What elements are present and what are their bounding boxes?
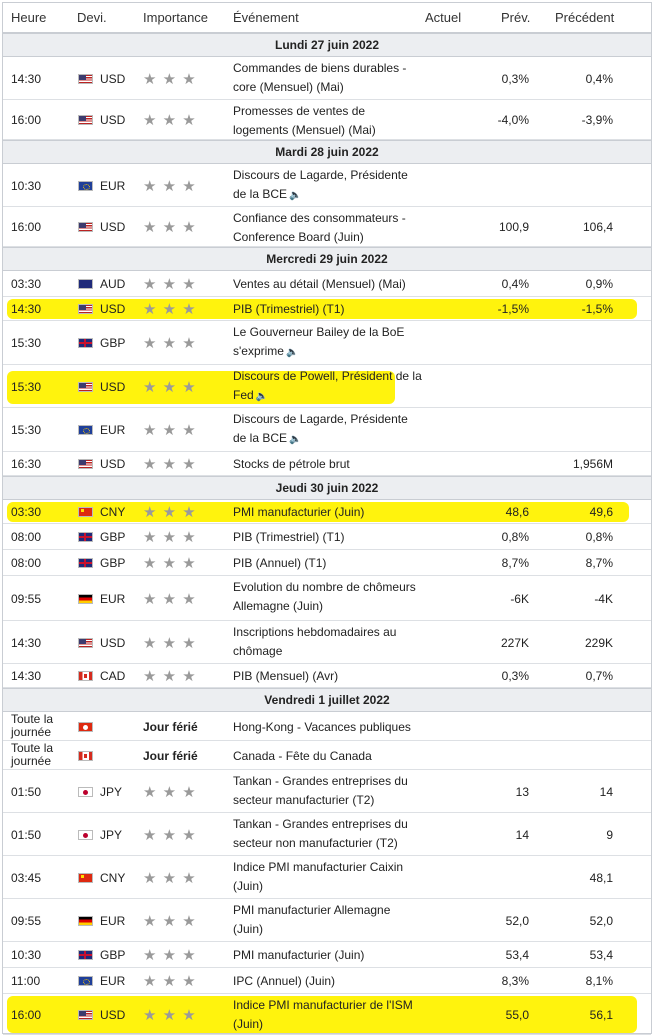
forecast-value: -4,0% bbox=[497, 113, 529, 127]
forecast-value: 8,7% bbox=[501, 556, 529, 570]
event-time: 16:00 bbox=[11, 1008, 42, 1022]
event-name[interactable] bbox=[233, 323, 423, 362]
col-precedent[interactable]: Précédent bbox=[555, 10, 615, 25]
table-row[interactable] bbox=[3, 321, 651, 365]
forecast-value: 227K bbox=[500, 636, 529, 650]
eu-flag-icon bbox=[78, 976, 93, 986]
gb-flag-icon bbox=[78, 558, 93, 568]
eu-flag-icon bbox=[78, 181, 93, 191]
event-name[interactable] bbox=[233, 718, 423, 737]
date-header-row: Mercredi 29 juin 2022 bbox=[3, 247, 651, 271]
event-name-text: Evolution du nombre de chômeurs Allemagne (Juin) bbox=[233, 580, 416, 613]
event-name[interactable] bbox=[233, 209, 423, 247]
event-time: 15:30 bbox=[11, 336, 42, 350]
holiday-label: Jour férié bbox=[143, 749, 198, 763]
currency-code: JPY bbox=[100, 785, 123, 799]
forecast-value: 13 bbox=[515, 785, 529, 799]
hk-flag-icon bbox=[78, 722, 93, 732]
gb-flag-icon bbox=[78, 338, 93, 348]
previous-value: 8,7% bbox=[585, 556, 613, 570]
event-name-text: PIB (Trimestriel) (T1) bbox=[233, 530, 345, 544]
forecast-value: 8,3% bbox=[501, 974, 529, 988]
currency-code: AUD bbox=[100, 277, 126, 291]
forecast-value: 14 bbox=[515, 828, 529, 842]
us-flag-icon bbox=[78, 382, 93, 392]
us-flag-icon bbox=[78, 115, 93, 125]
event-name[interactable] bbox=[233, 772, 423, 810]
previous-value: 56,1 bbox=[589, 1008, 613, 1022]
event-name-text: Hong-Kong - Vacances publiques bbox=[233, 720, 411, 734]
event-time: 01:50 bbox=[11, 828, 42, 842]
importance-stars-icon: ★ ★ ★ bbox=[143, 947, 197, 964]
event-name-text: Discours de Lagarde, Présidente de la BCE bbox=[233, 168, 408, 201]
table-row[interactable] bbox=[3, 664, 651, 688]
event-name-text: IPC (Annuel) (Juin) bbox=[233, 974, 336, 988]
importance-stars-icon: ★ ★ ★ bbox=[143, 529, 197, 546]
col-actuel[interactable]: Actuel bbox=[425, 10, 462, 25]
event-time: 16:00 bbox=[11, 220, 42, 234]
event-time: 03:30 bbox=[11, 277, 42, 291]
event-name-text: Commandes de biens durables - core (Mensuel) (Mai) bbox=[233, 61, 407, 94]
forecast-value: 0,3% bbox=[501, 72, 529, 86]
col-importance[interactable]: Importance bbox=[143, 10, 209, 25]
currency-code: EUR bbox=[100, 974, 126, 988]
currency-code: GBP bbox=[100, 336, 126, 350]
event-name[interactable] bbox=[233, 503, 423, 522]
event-time: 08:00 bbox=[11, 556, 42, 570]
table-row[interactable] bbox=[3, 500, 651, 524]
table-row[interactable] bbox=[3, 207, 651, 247]
col-evenement[interactable]: Événement bbox=[233, 10, 299, 25]
event-name-text: Inscriptions hebdomadaires au chômage bbox=[233, 625, 397, 658]
table-row[interactable] bbox=[3, 408, 651, 452]
col-devise[interactable]: Devi. bbox=[77, 10, 107, 25]
event-name-text: PIB (Mensuel) (Avr) bbox=[233, 669, 339, 683]
currency-code: USD bbox=[100, 302, 126, 316]
table-row[interactable] bbox=[3, 712, 651, 741]
currency-code: EUR bbox=[100, 914, 126, 928]
event-name[interactable] bbox=[233, 747, 423, 766]
importance-stars-icon: ★ ★ ★ bbox=[143, 827, 197, 844]
importance-stars-icon: ★ ★ ★ bbox=[143, 1007, 197, 1024]
previous-value: 8,1% bbox=[585, 974, 613, 988]
forecast-value: 53,4 bbox=[505, 948, 529, 962]
event-name[interactable] bbox=[233, 166, 423, 205]
currency-code: CAD bbox=[100, 669, 126, 683]
event-time: 14:30 bbox=[11, 302, 42, 316]
speaker-icon: 🔈 bbox=[289, 434, 302, 445]
table-row[interactable] bbox=[3, 942, 651, 968]
event-time: 01:50 bbox=[11, 785, 42, 799]
event-time: 16:00 bbox=[11, 113, 42, 127]
event-time: 14:30 bbox=[11, 636, 42, 650]
event-time: 15:30 bbox=[11, 380, 42, 394]
event-time: 03:45 bbox=[11, 871, 42, 885]
table-header bbox=[3, 3, 651, 33]
event-name[interactable] bbox=[233, 410, 423, 449]
col-prev[interactable]: Prév. bbox=[501, 10, 531, 25]
event-name[interactable] bbox=[233, 901, 423, 939]
de-flag-icon bbox=[78, 594, 93, 604]
event-name-text: PMI manufacturier (Juin) bbox=[233, 505, 365, 519]
event-name[interactable] bbox=[233, 300, 423, 319]
previous-value: 48,1 bbox=[589, 871, 613, 885]
importance-stars-icon: ★ ★ ★ bbox=[143, 913, 197, 930]
event-name[interactable] bbox=[233, 275, 423, 294]
event-name-text: Tankan - Grandes entreprises du secteur manufacturier (T2) bbox=[233, 774, 408, 807]
table-row[interactable] bbox=[3, 770, 651, 813]
jp-flag-icon bbox=[78, 787, 93, 797]
event-time: 14:30 bbox=[11, 669, 42, 683]
us-flag-icon bbox=[78, 1010, 93, 1020]
table-row[interactable] bbox=[3, 899, 651, 942]
previous-value: 53,4 bbox=[589, 948, 613, 962]
previous-value: 52,0 bbox=[589, 914, 613, 928]
importance-stars-icon: ★ ★ ★ bbox=[143, 668, 197, 685]
us-flag-icon bbox=[78, 304, 93, 314]
event-name[interactable] bbox=[233, 623, 423, 661]
economic-calendar bbox=[2, 2, 652, 1034]
currency-code: JPY bbox=[100, 828, 123, 842]
importance-stars-icon: ★ ★ ★ bbox=[143, 555, 197, 572]
forecast-value: 100,9 bbox=[498, 220, 529, 234]
event-name-text: PIB (Trimestriel) (T1) bbox=[233, 302, 345, 316]
eu-flag-icon bbox=[78, 425, 93, 435]
currency-code: EUR bbox=[100, 423, 126, 437]
table-row[interactable] bbox=[3, 550, 651, 576]
importance-stars-icon: ★ ★ ★ bbox=[143, 301, 197, 318]
event-name-text: PIB (Annuel) (T1) bbox=[233, 556, 327, 570]
event-name[interactable] bbox=[233, 59, 423, 97]
table-row[interactable] bbox=[3, 621, 651, 664]
event-name-text: Promesses de ventes de logements (Mensuel) (Mai) bbox=[233, 104, 376, 137]
forecast-value: -6K bbox=[510, 592, 529, 606]
ca-flag-icon bbox=[78, 751, 93, 761]
table-row[interactable] bbox=[3, 576, 651, 621]
previous-value: -1,5% bbox=[581, 302, 613, 316]
event-name-text: Ventes au détail (Mensuel) (Mai) bbox=[233, 277, 406, 291]
event-name[interactable] bbox=[233, 858, 423, 896]
importance-stars-icon: ★ ★ ★ bbox=[143, 71, 197, 88]
forecast-value: 48,6 bbox=[505, 505, 529, 519]
event-time: 09:55 bbox=[11, 914, 42, 928]
event-name-text: Le Gouverneur Bailey de la BoE s'exprime bbox=[233, 325, 405, 358]
importance-stars-icon: ★ ★ ★ bbox=[143, 591, 197, 608]
previous-value: 9 bbox=[606, 828, 613, 842]
importance-stars-icon: ★ ★ ★ bbox=[143, 456, 197, 473]
gb-flag-icon bbox=[78, 950, 93, 960]
date-header-row: Vendredi 1 juillet 2022 bbox=[3, 688, 651, 712]
event-time: 10:30 bbox=[11, 948, 42, 962]
importance-stars-icon: ★ ★ ★ bbox=[143, 112, 197, 129]
cn-flag-icon bbox=[78, 873, 93, 883]
event-name-text: Discours de Powell, Président de la Fed bbox=[233, 369, 422, 402]
currency-code: USD bbox=[100, 220, 126, 234]
table-row[interactable] bbox=[3, 741, 651, 770]
importance-stars-icon: ★ ★ ★ bbox=[143, 870, 197, 887]
forecast-value: 0,4% bbox=[501, 277, 529, 291]
event-time: 03:30 bbox=[11, 505, 42, 519]
forecast-value: 52,0 bbox=[505, 914, 529, 928]
currency-code: GBP bbox=[100, 948, 126, 962]
event-name[interactable] bbox=[233, 554, 423, 573]
forecast-value: 55,0 bbox=[505, 1008, 529, 1022]
importance-stars-icon: ★ ★ ★ bbox=[143, 379, 197, 396]
importance-stars-icon: ★ ★ ★ bbox=[143, 219, 197, 236]
importance-stars-icon: ★ ★ ★ bbox=[143, 276, 197, 293]
currency-code: GBP bbox=[100, 556, 126, 570]
currency-code: EUR bbox=[100, 592, 126, 606]
currency-code: USD bbox=[100, 113, 126, 127]
ca-flag-icon bbox=[78, 671, 93, 681]
jp-flag-icon bbox=[78, 830, 93, 840]
previous-value: -4K bbox=[594, 592, 613, 606]
previous-value: 0,4% bbox=[585, 72, 613, 86]
table-row[interactable] bbox=[3, 365, 651, 408]
table-row[interactable] bbox=[3, 297, 651, 321]
currency-code: GBP bbox=[100, 530, 126, 544]
event-time: 09:55 bbox=[11, 592, 42, 606]
currency-code: USD bbox=[100, 457, 126, 471]
event-name[interactable] bbox=[233, 815, 423, 853]
speaker-icon: 🔈 bbox=[289, 190, 302, 201]
importance-stars-icon: ★ ★ ★ bbox=[143, 422, 197, 439]
importance-stars-icon: ★ ★ ★ bbox=[143, 973, 197, 990]
date-header-row: Lundi 27 juin 2022 bbox=[3, 33, 651, 57]
cn-flag-icon bbox=[78, 507, 93, 517]
us-flag-icon bbox=[78, 74, 93, 84]
importance-stars-icon: ★ ★ ★ bbox=[143, 178, 197, 195]
previous-value: 106,4 bbox=[582, 220, 613, 234]
event-name-text: Discours de Lagarde, Présidente de la BCE bbox=[233, 412, 408, 445]
us-flag-icon bbox=[78, 638, 93, 648]
currency-code: USD bbox=[100, 636, 126, 650]
table-row[interactable] bbox=[3, 994, 651, 1035]
au-flag-icon bbox=[78, 279, 93, 289]
table-row[interactable] bbox=[3, 164, 651, 207]
event-name-text: Indice PMI manufacturier de l'ISM (Juin) bbox=[233, 998, 413, 1031]
speaker-icon: 🔈 bbox=[285, 347, 299, 358]
table-row[interactable] bbox=[3, 452, 651, 476]
currency-code: CNY bbox=[100, 871, 126, 885]
event-name[interactable] bbox=[233, 367, 423, 406]
table-row[interactable] bbox=[3, 968, 651, 994]
currency-code: EUR bbox=[100, 179, 126, 193]
previous-value: 1,956M bbox=[572, 457, 613, 471]
event-name[interactable] bbox=[233, 578, 423, 616]
previous-value: 0,7% bbox=[585, 669, 613, 683]
currency-code: USD bbox=[100, 1008, 126, 1022]
importance-stars-icon: ★ ★ ★ bbox=[143, 784, 197, 801]
table-row[interactable] bbox=[3, 57, 651, 100]
event-time: 14:30 bbox=[11, 72, 42, 86]
date-header-row: Mardi 28 juin 2022 bbox=[3, 140, 651, 164]
previous-value: 49,6 bbox=[589, 505, 613, 519]
currency-code: USD bbox=[100, 72, 126, 86]
date-header-row: Jeudi 30 juin 2022 bbox=[3, 476, 651, 500]
event-name[interactable] bbox=[233, 972, 423, 991]
previous-value: 229K bbox=[584, 636, 613, 650]
speaker-icon: 🔈 bbox=[255, 391, 269, 402]
event-name[interactable] bbox=[233, 667, 423, 686]
table-row[interactable] bbox=[3, 813, 651, 856]
event-time: Toute la journée bbox=[11, 712, 54, 739]
event-time: Toute la journée bbox=[11, 741, 54, 768]
event-name-text: Canada - Fête du Canada bbox=[233, 749, 372, 763]
event-time: 10:30 bbox=[11, 179, 42, 193]
event-name[interactable] bbox=[233, 946, 423, 965]
event-name[interactable] bbox=[233, 102, 423, 140]
currency-code: USD bbox=[100, 380, 126, 394]
event-name-text: Stocks de pétrole brut bbox=[233, 457, 350, 471]
previous-value: 0,9% bbox=[585, 277, 613, 291]
table-row[interactable] bbox=[3, 271, 651, 297]
event-name-text: Tankan - Grandes entreprises du secteur non manufacturier (T2) bbox=[233, 817, 408, 850]
forecast-value: 0,3% bbox=[501, 669, 529, 683]
de-flag-icon bbox=[78, 916, 93, 926]
event-name-text: PMI manufacturier (Juin) bbox=[233, 948, 365, 962]
event-name[interactable] bbox=[233, 455, 423, 474]
event-name-text: PMI manufacturier Allemagne (Juin) bbox=[233, 903, 391, 936]
holiday-label: Jour férié bbox=[143, 720, 198, 734]
col-heure[interactable]: Heure bbox=[11, 10, 47, 25]
previous-value: 14 bbox=[599, 785, 613, 799]
forecast-value: -1,5% bbox=[497, 302, 529, 316]
us-flag-icon bbox=[78, 222, 93, 232]
event-name-text: Confiance des consommateurs - Conference Board (Juin) bbox=[233, 211, 406, 244]
previous-value: 0,8% bbox=[585, 530, 613, 544]
event-name[interactable] bbox=[233, 996, 423, 1034]
table-row[interactable] bbox=[3, 100, 651, 140]
event-time: 08:00 bbox=[11, 530, 42, 544]
importance-stars-icon: ★ ★ ★ bbox=[143, 504, 197, 521]
event-time: 15:30 bbox=[11, 423, 42, 437]
gb-flag-icon bbox=[78, 532, 93, 542]
importance-stars-icon: ★ ★ ★ bbox=[143, 635, 197, 652]
table-row[interactable] bbox=[3, 856, 651, 899]
table-row[interactable] bbox=[3, 524, 651, 550]
event-time: 11:00 bbox=[11, 974, 41, 988]
importance-stars-icon: ★ ★ ★ bbox=[143, 335, 197, 352]
event-name[interactable] bbox=[233, 528, 423, 547]
us-flag-icon bbox=[78, 459, 93, 469]
previous-value: -3,9% bbox=[581, 113, 613, 127]
forecast-value: 0,8% bbox=[501, 530, 529, 544]
event-name-text: Indice PMI manufacturier Caixin (Juin) bbox=[233, 860, 404, 893]
event-time: 16:30 bbox=[11, 457, 42, 471]
currency-code: CNY bbox=[100, 505, 126, 519]
